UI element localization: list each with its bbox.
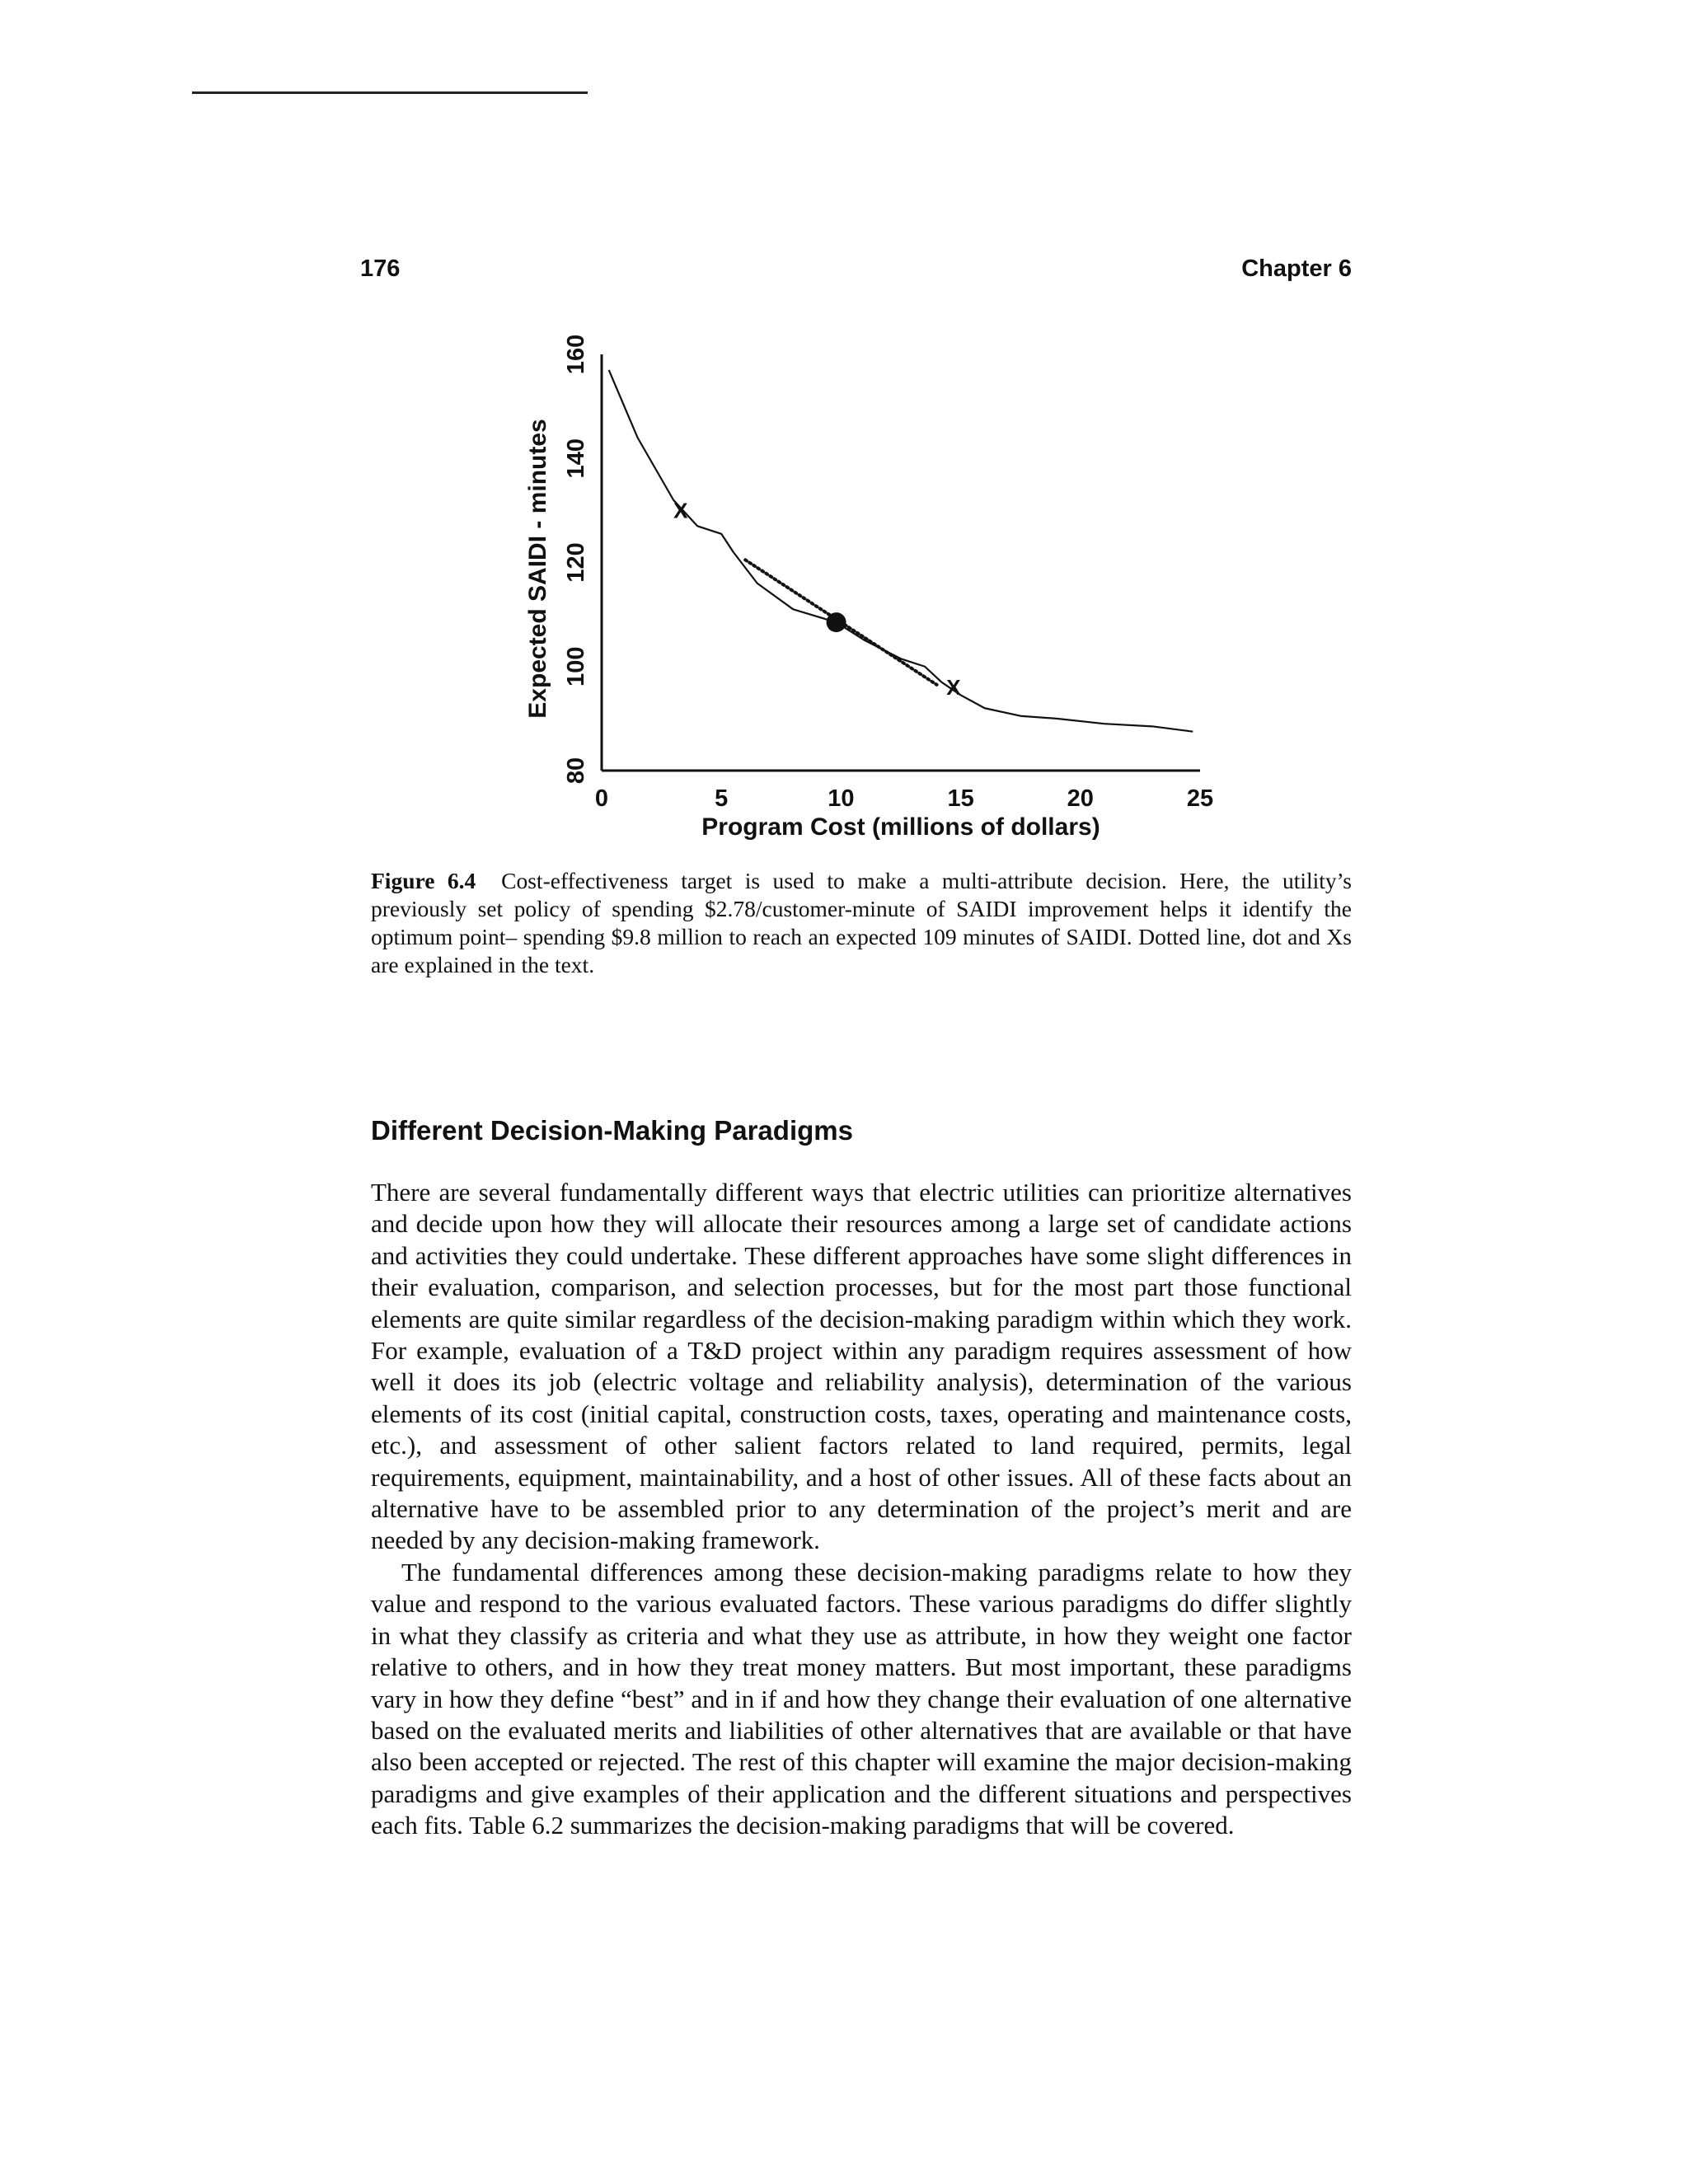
chapter-heading: Chapter 6 [1241,255,1352,282]
y-tick-label: 80 [563,757,589,785]
paragraph: There are several fundamentally different ways that electric utilities can prioritize alternatives and decide upon how they will allocate their resources among a large set of candidate actions and activities they could undertake. These different approaches have some slight differences in their evaluation, comparison, and selection processes, but for the most part those functional elements are quite similar regardless of the decision-making paradigm within which they work. For example, evaluation of a T&D project within any paradigm requires assessment of how well it does its job (electric voltage and reliability analysis), determination of the various elements of its cost (initial capital, construction costs, taxes, operating and maintenance costs, etc.), and assessment of other salient factors related to land required, permits, legal requirements, equipment, maintainability, and a host of other issues. All of these facts about an alternative have to be assembled prior to any determination of the project’s merit and are needed by any decision-making framework. [371,1178,1352,1555]
figure-caption [371,867,1352,979]
y-tick-label: 120 [563,542,589,583]
x-tick-label: 25 [1186,785,1214,812]
figure-caption-text: Cost-effectiveness target is used to make a multi-attribute decision. Here, the utility’s previously set policy of spending $2.78/customer-minute of SAIDI improvement helps it identify the optimum point– spending $9.8 million to reach an expected 109 minutes of SAIDI. Dotted line, dot and Xs are explained in the text. [371,868,1353,977]
optimum-point-dot [827,612,846,632]
x-marker: X [673,498,688,523]
saidi-curve-line [609,370,1193,732]
y-tick-label: 100 [563,646,589,687]
y-tick-label: 140 [563,438,589,479]
x-marker: X [946,675,961,700]
x-tick-label: 10 [828,785,855,812]
x-tick-label: 5 [715,785,729,812]
paragraph: The fundamental differences among these decision-making paradigms relate to how they value and respond to the various evaluated factors. These various paradigms do differ slightly in what they classify as criteria and what they use as attribute, in how they weight one factor relative to others, and in how they treat money matters. But most important, these paradigms vary in how they define “best” and in if and how they change their evaluation of one alternative based on the evaluated merits and liabilities of other alternatives that are available or that have also been accepted or rejected. The rest of this chapter will examine the major decision-making paradigms and give examples of their application and the different situations and perspectives each fits. Table 6.2 summarizes the decision-making paradigms that will be covered. [371,1557,1352,1840]
y-axis-label: Expected SAIDI - minutes [524,419,551,719]
cost-saidi-chart [495,330,1236,857]
x-axis-label: Program Cost (millions of dollars) [701,813,1100,841]
figure-label: Figure 6.4 [371,868,476,893]
page-number: 176 [360,255,401,282]
section-title: Different Decision-Making Paradigms [371,1115,853,1146]
x-tick-label: 0 [594,785,609,812]
y-tick-label: 160 [563,334,589,375]
body-text [371,1177,1352,1842]
x-tick-label: 15 [947,785,974,812]
top-rule [192,91,588,94]
x-tick-label: 20 [1067,785,1094,812]
